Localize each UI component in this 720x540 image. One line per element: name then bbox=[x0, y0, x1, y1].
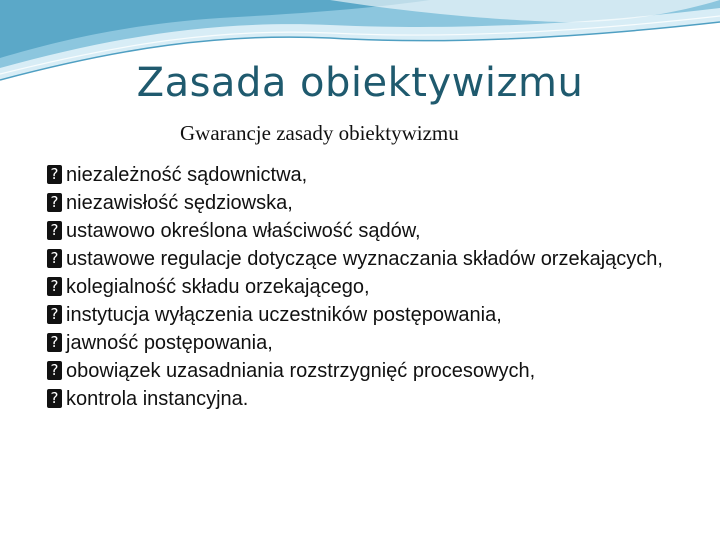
bullet-text: ustawowo określona właściwość sądów, bbox=[66, 220, 421, 242]
bullet-marker-icon: ? bbox=[47, 305, 62, 324]
bullet-item bbox=[46, 245, 666, 273]
bullet-text: niezawisłość sędziowska, bbox=[66, 192, 293, 214]
bullet-text: instytucja wyłączenia uczestników postępowania, bbox=[66, 304, 502, 326]
bullet-marker-icon: ? bbox=[47, 193, 62, 212]
bullet-item bbox=[46, 385, 666, 413]
bullet-text: jawność postępowania, bbox=[66, 332, 273, 354]
bullet-marker-icon: ? bbox=[47, 361, 62, 380]
bullet-item bbox=[46, 273, 666, 301]
slide-subtitle: Gwarancje zasady obiektywizmu bbox=[180, 121, 459, 145]
bullet-text: kolegialność składu orzekającego, bbox=[66, 276, 370, 298]
bullet-marker-icon: ? bbox=[47, 277, 62, 296]
bullet-item bbox=[46, 189, 666, 217]
bullet-marker-icon: ? bbox=[47, 249, 62, 268]
bullet-item bbox=[46, 357, 666, 385]
bullet-text: niezależność sądownictwa, bbox=[66, 164, 308, 186]
bullet-text: ustawowe regulacje dotyczące wyznaczania składów orzekających, bbox=[66, 248, 663, 270]
slide-title: Zasada obiektywizmu bbox=[136, 60, 584, 106]
bullet-marker-icon: ? bbox=[47, 165, 62, 184]
bullet-list bbox=[46, 161, 666, 413]
bullet-marker-icon: ? bbox=[47, 389, 62, 408]
bullet-text: obowiązek uzasadniania rozstrzygnięć procesowych, bbox=[66, 360, 536, 382]
bullet-text: kontrola instancyjna. bbox=[66, 388, 249, 410]
bullet-item bbox=[46, 217, 666, 245]
bullet-item bbox=[46, 161, 666, 189]
bullet-marker-icon: ? bbox=[47, 221, 62, 240]
bullet-item bbox=[46, 329, 666, 357]
bullet-marker-icon: ? bbox=[47, 333, 62, 352]
bullet-item bbox=[46, 301, 666, 329]
